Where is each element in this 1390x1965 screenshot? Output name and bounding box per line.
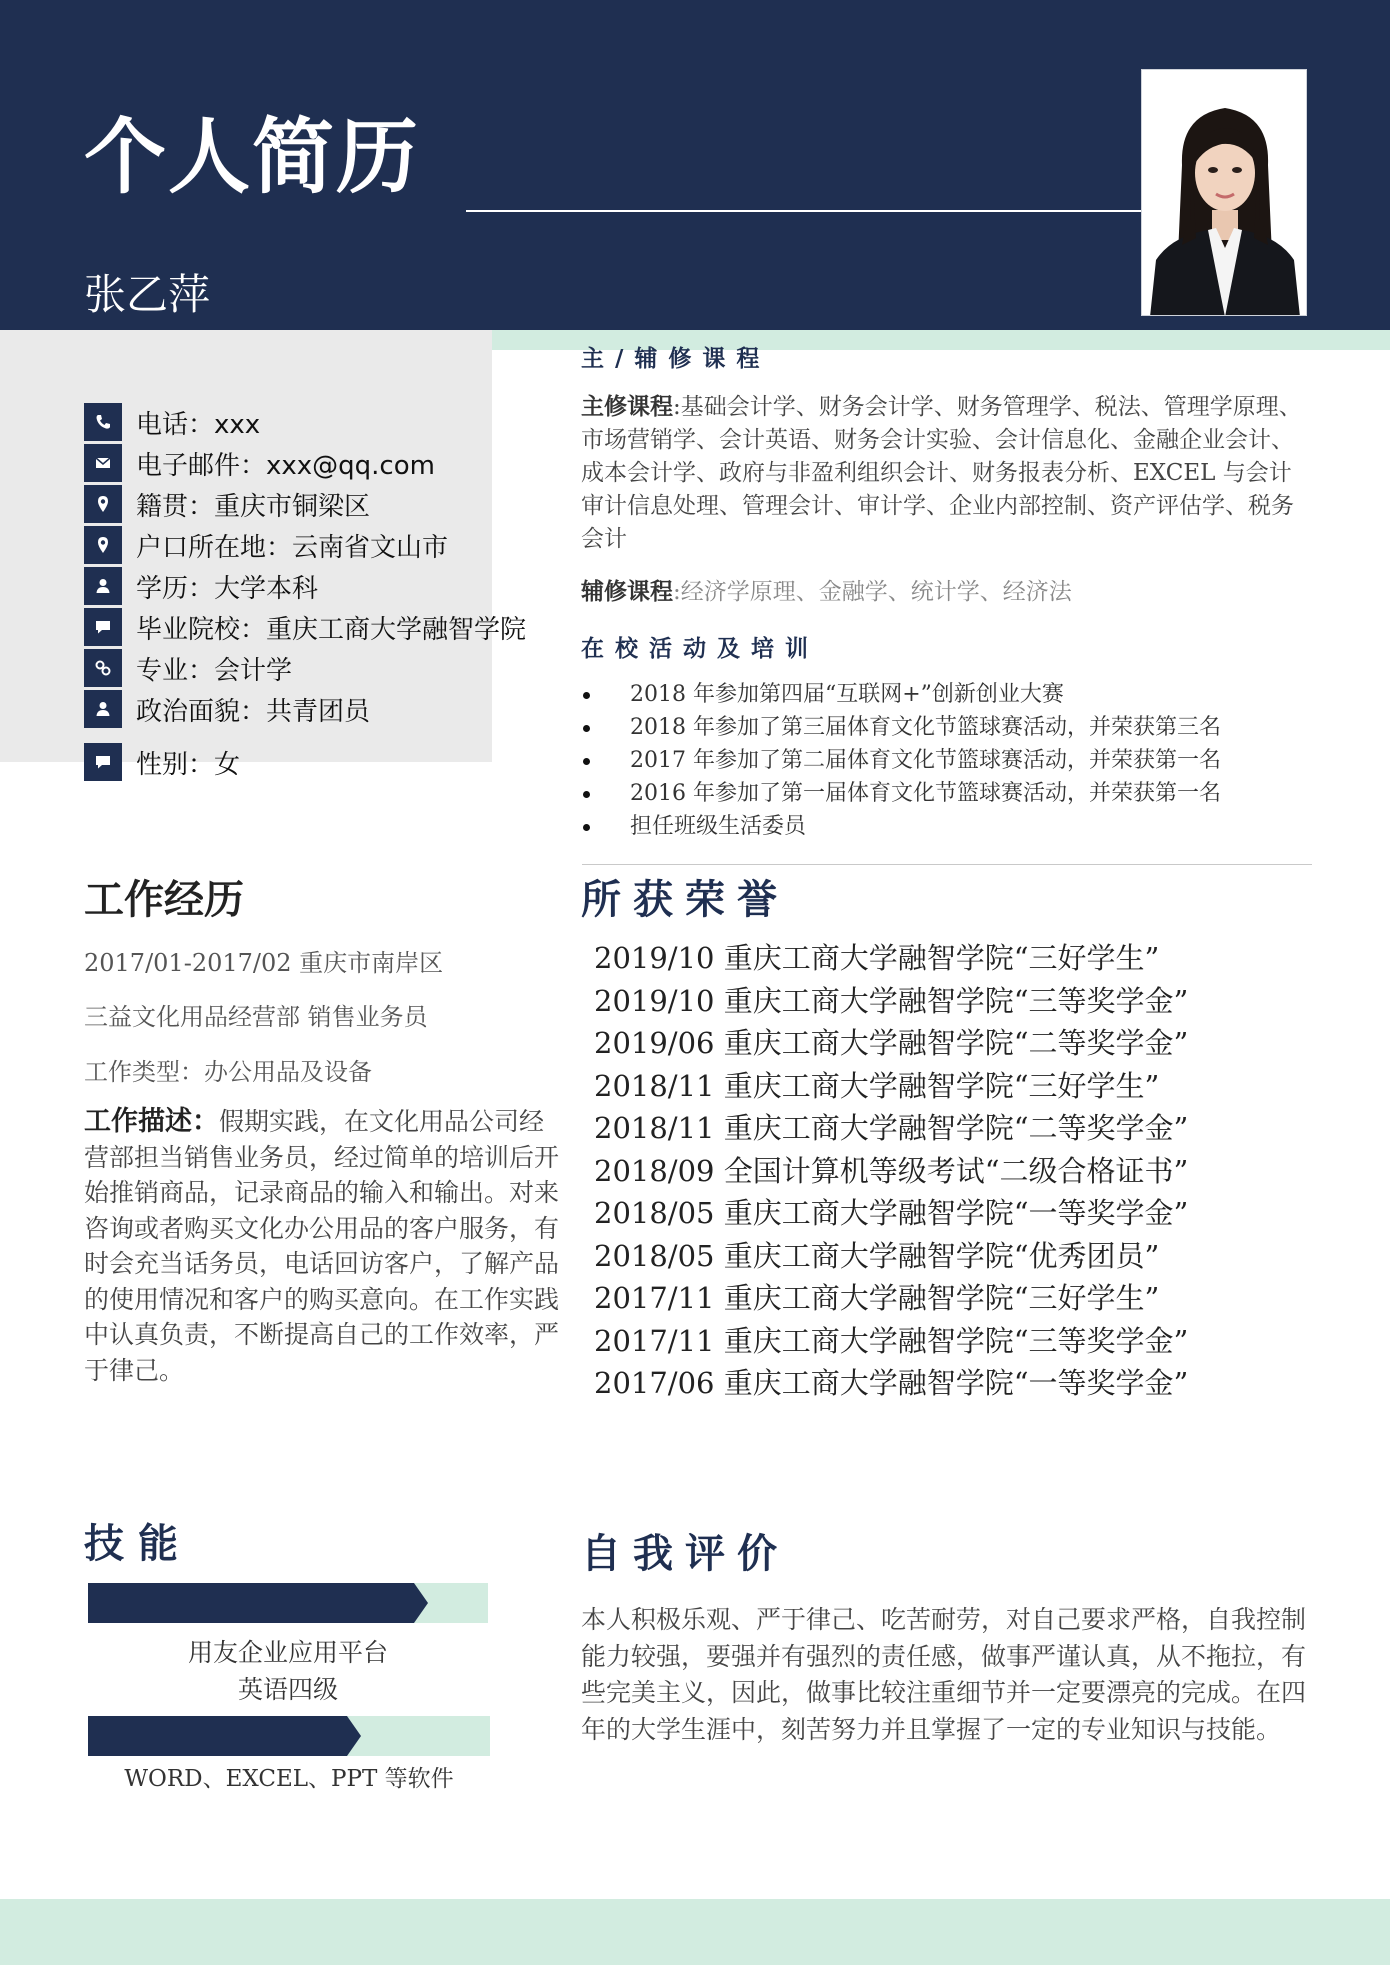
chat-icon: [84, 743, 122, 781]
list-item: 2017 年参加了第二届体育文化节篮球赛活动，并荣获第一名: [580, 744, 1340, 777]
phone-icon: [84, 403, 122, 441]
info-gender: [84, 743, 240, 781]
info-gender-text: 性别：女: [136, 749, 241, 780]
skill-1-line-2: 英语四级: [237, 1675, 338, 1704]
info-education-text: 学历：大学本科: [136, 573, 319, 604]
info-political: [84, 690, 370, 728]
minor-courses-text: :经济学原理、金融学、统计学、经济法: [673, 579, 1072, 605]
person-icon: [84, 690, 122, 728]
courses-heading: 主/辅修课程: [581, 346, 771, 372]
list-item: 2017/11 重庆工商大学融智学院“三好学生”: [594, 1281, 1160, 1315]
skill-bar-fill: [88, 1716, 361, 1756]
work-description: [84, 1104, 566, 1388]
profile-photo: [1141, 69, 1307, 316]
work-period-location: 2017/01-2017/02 重庆市南岸区: [84, 949, 444, 977]
header-divider: [466, 210, 1142, 212]
skills-heading: 技能: [84, 1521, 192, 1567]
major-courses-text: :基础会计学、财务会计学、财务管理学、税法、管理学原理、市场营销学、会计英语、财务会计实验、会计信息化、金融企业会计、成本会计学、政府与非盈利组织会计、财务报表分析、EXCEL 与会计审计信息处理、管理会计、审计学、企业内部控制、资产评估学、税务会计: [581, 394, 1302, 552]
list-item: 2016 年参加了第一届体育文化节篮球赛活动，并荣获第一名: [580, 777, 1340, 810]
portrait-image: [1142, 70, 1307, 316]
location-icon: [84, 485, 122, 523]
footer-band: [0, 1899, 1390, 1965]
info-household-text: 户口所在地：云南省文山市: [136, 532, 449, 563]
list-item: 2018/11 重庆工商大学融智学院“三好学生”: [594, 1068, 1160, 1103]
skill-1-line-1: 用友企业应用平台: [187, 1638, 388, 1667]
list-item: 2018/05 重庆工商大学融智学院“优秀团员”: [594, 1238, 1160, 1273]
work-heading: 工作经历: [84, 877, 244, 923]
list-item: 2018 年参加第四届“互联网+”创新创业大赛: [580, 678, 1340, 711]
info-phone: [84, 403, 260, 441]
person-icon: [84, 567, 122, 605]
honors-heading: 所获荣誉: [581, 877, 789, 923]
list-item: 2018/05 重庆工商大学融智学院“一等奖学金”: [594, 1196, 1189, 1230]
skill-bar-fill: [88, 1583, 428, 1623]
location-icon: [84, 526, 122, 564]
work-company-role: 三益文化用品经营部 销售业务员: [84, 1003, 428, 1031]
mail-icon: [84, 444, 122, 482]
minor-courses-label: 辅修课程: [581, 579, 673, 605]
self-eval-text: 本人积极乐观、严于律己、吃苦耐劳，对自己要求严格，自我控制能力较强，要强并有强烈的责任感，做事严谨认真，从不拖拉，有些完美主义，因此，做事比较注重细节并一定要漂亮的完成。在四年的大学生涯中，刻苦努力并且掌握了一定的专业知识与技能。: [581, 1605, 1307, 1744]
list-item: 担任班级生活委员: [580, 810, 1340, 843]
list-item: 2019/06 重庆工商大学融智学院“二等奖学金”: [594, 1026, 1189, 1060]
work-desc-label: 工作描述：: [84, 1106, 219, 1137]
activities-heading: 在校活动及培训: [581, 636, 819, 662]
info-school-text: 毕业院校：重庆工商大学融智学院: [136, 614, 527, 645]
section-divider: [582, 864, 1312, 865]
info-education: [84, 567, 318, 605]
info-hometown-text: 籍贯：重庆市铜梁区: [136, 491, 371, 522]
page-title: 个人简历: [84, 110, 421, 205]
info-major-text: 专业：会计学: [136, 655, 293, 686]
info-household: [84, 526, 448, 564]
minor-courses: [581, 576, 1311, 609]
info-email: [84, 444, 435, 482]
self-eval-heading: 自我评价: [581, 1531, 789, 1577]
list-item: 2019/10 重庆工商大学融智学院“三等奖学金”: [594, 983, 1189, 1018]
list-item: 2019/10 重庆工商大学融智学院“三好学生”: [594, 941, 1160, 975]
info-hometown: [84, 485, 370, 523]
list-item: 2018/09 全国计算机等级考试“二级合格证书”: [594, 1153, 1189, 1188]
info-email-text: 电子邮件：xxx@qq.com: [136, 450, 435, 481]
list-item: 2017/11 重庆工商大学融智学院“三等奖学金”: [594, 1323, 1189, 1358]
activities-list: [580, 678, 1340, 843]
info-school: [84, 608, 526, 646]
info-major: [84, 649, 292, 687]
info-phone-text: 电话：xxx: [136, 409, 261, 440]
info-political-text: 政治面貌：共青团员: [136, 696, 371, 727]
chat-icon: [84, 608, 122, 646]
skill-2-line-1: WORD、EXCEL、PPT 等软件: [124, 1766, 454, 1792]
major-courses: [581, 391, 1311, 556]
header-banner: [0, 0, 1390, 330]
work-type: 工作类型：办公用品及设备: [84, 1058, 372, 1086]
list-item: 2018/11 重庆工商大学融智学院“二等奖学金”: [594, 1111, 1189, 1145]
honors-list: [594, 937, 1188, 1405]
person-name: 张乙萍: [84, 270, 211, 319]
skill-bar-1: [88, 1583, 488, 1623]
list-item: 2018 年参加了第三届体育文化节篮球赛活动，并荣获第三名: [580, 711, 1340, 744]
list-item: 2017/06 重庆工商大学融智学院“一等奖学金”: [594, 1366, 1189, 1400]
major-courses-label: 主修课程: [581, 394, 673, 420]
skill-bar-2: [88, 1716, 490, 1756]
work-desc-text: 假期实践，在文化用品公司经营部担当销售业务员，经过简单的培训后开始推销商品，记录商品的输入和输出。对来咨询或者购买文化办公用品的客户服务，有时会充当话务员，电话回访客户，了解产品的使用情况和客户的购买意向。在工作实践中认真负责，不断提高自己的工作效率，严于律己。: [84, 1107, 560, 1385]
link-icon: [84, 649, 122, 687]
